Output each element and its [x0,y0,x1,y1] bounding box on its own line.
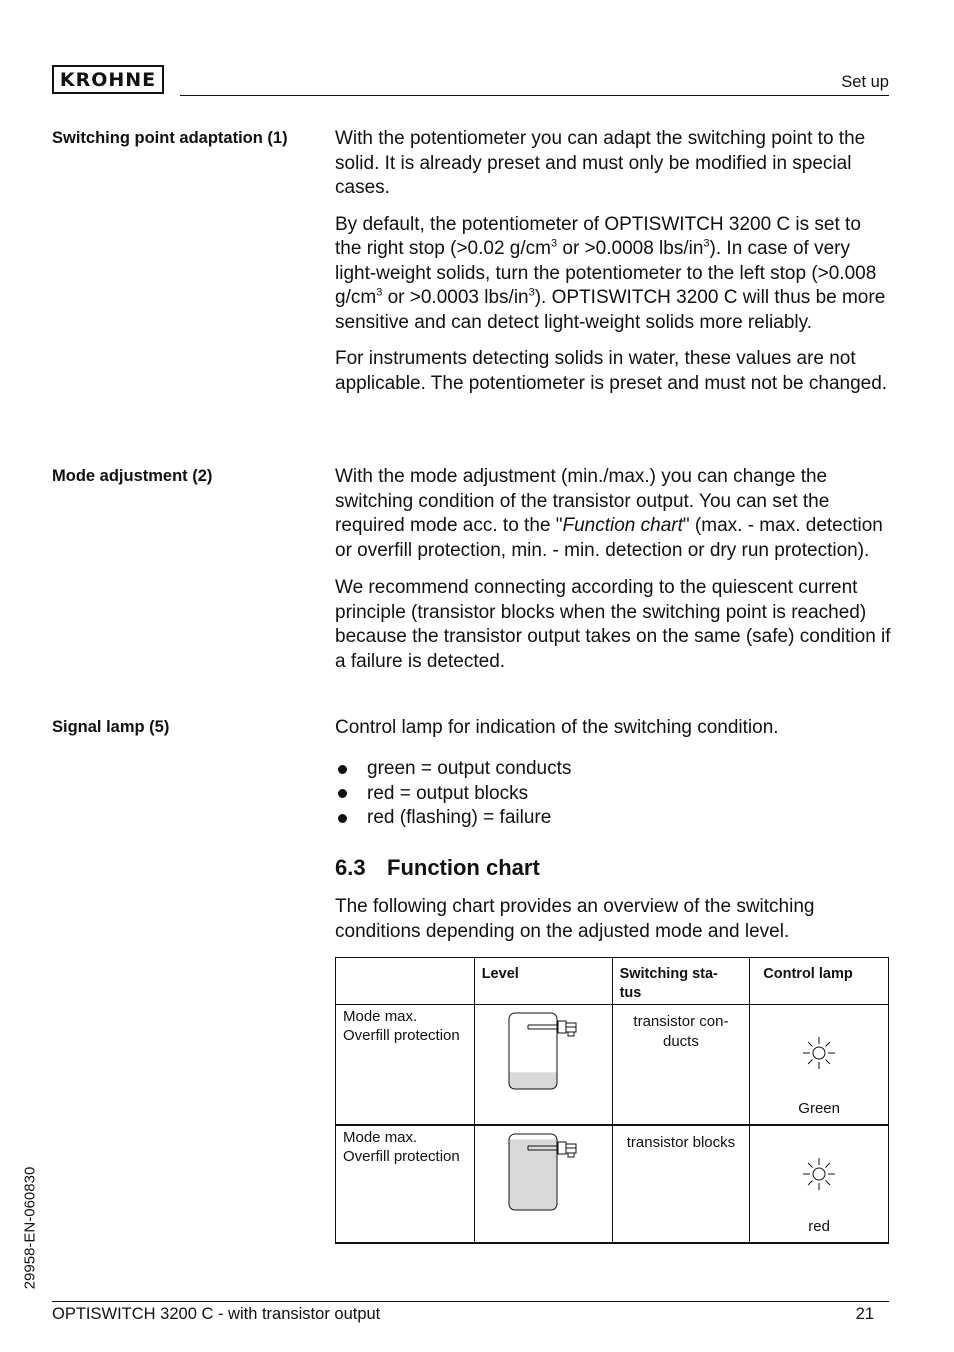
bullet-dot-icon [338,814,347,823]
header-rule [180,95,889,96]
lamp-rays-icon [801,1156,837,1192]
level-cell [474,1125,612,1243]
header-level: Level [474,958,612,1005]
switching-point-label: Switching point adaptation (1) [52,129,288,147]
table-row [336,1005,889,1125]
mode-adjustment-text [335,465,891,674]
signal-lamp-bullet-list [335,757,571,831]
header-section-title: Set up [841,73,889,91]
mode-cell: Mode max. Overfill protection [336,1125,475,1243]
krohne-logo: KROHNE [52,65,164,94]
mode-p1: With the mode adjustment (min./max.) you can change the switching condition of the transistor output. You can set the required mode acc. to the "Function chart" (max. - max. detection or overfill protection, min. - min. detection or dry run protection). [335,466,883,561]
lamp-p1: Control lamp for indication of the switching condition. [335,717,779,738]
lamp-color-label: red [808,1217,830,1235]
list-item: red = output blocks [335,782,571,807]
lamp-cell [750,1005,889,1125]
section-number: 6.3 [335,855,366,880]
lamp-cell [750,1125,889,1243]
signal-lamp-text [335,716,891,741]
page-number: 21 [855,1305,874,1323]
bullet-dot-icon [338,789,347,798]
status-cell: transistor con- ducts [612,1005,750,1125]
level-fill [509,1072,557,1089]
switching-p3: For instruments detecting solids in water, these values are not applicable. The potentiometer is preset and must not be changed. [335,348,888,394]
status-cell: transistor blocks [612,1125,750,1243]
table-header-row [336,958,889,1005]
level-cell [474,1005,612,1125]
switching-p1: With the potentiometer you can adapt the switching point to the solid. It is already preset and must only be modified in special cases. [335,128,866,198]
lamp-rays-icon [801,1035,837,1071]
document-code: 29958-EN-060830 [21,1166,39,1290]
section-title: Function chart [387,855,540,880]
footer-title: OPTISWITCH 3200 C - with transistor output [52,1305,381,1323]
function-chart-table [335,957,889,1244]
section-intro [335,895,891,944]
list-item: red (flashing) = failure [335,806,571,831]
footer-rule [52,1301,889,1302]
mode-p2: We recommend connecting according to the quiescent current principle (transistor blocks when the switching point is reached) because the transistor output takes on the same (safe) condition if a failure is detected. [335,577,891,672]
mode-cell: Mode max. Overfill protection [336,1005,475,1125]
signal-lamp-label: Signal lamp (5) [52,718,170,736]
table-row [336,1125,889,1243]
section-intro-text: The following chart provides an overview of the switching conditions depending on the adjusted mode and level. [335,896,815,942]
switching-point-text [335,127,891,396]
header-blank [336,958,475,1005]
header-switching-status: Switching sta- tus [612,958,750,1005]
list-item: green = output conducts [335,757,571,782]
bullet-dot-icon [338,765,347,774]
vessel-sensor-icon [508,1012,588,1092]
lamp-color-label: Green [798,1099,840,1117]
vessel-sensor-icon [508,1133,588,1213]
header-control-lamp: Control lamp [750,958,889,1005]
mode-adjustment-label: Mode adjustment (2) [52,467,213,485]
section-heading [335,855,540,881]
switching-p2: By default, the potentiometer of OPTISWITCH 3200 C is set to the right stop (>0.02 $g/cm^3$ or >0.0008 lbs/$in^3$). In case of very light-weight solids, turn the potentiometer to the left stop (>0.008 $g/cm^3$ or >0.0003 lbs/$in^3$). OPTISWITCH 3200 C will thus be more sensitive and can detect light-weight solids more reliably. [335,213,886,333]
